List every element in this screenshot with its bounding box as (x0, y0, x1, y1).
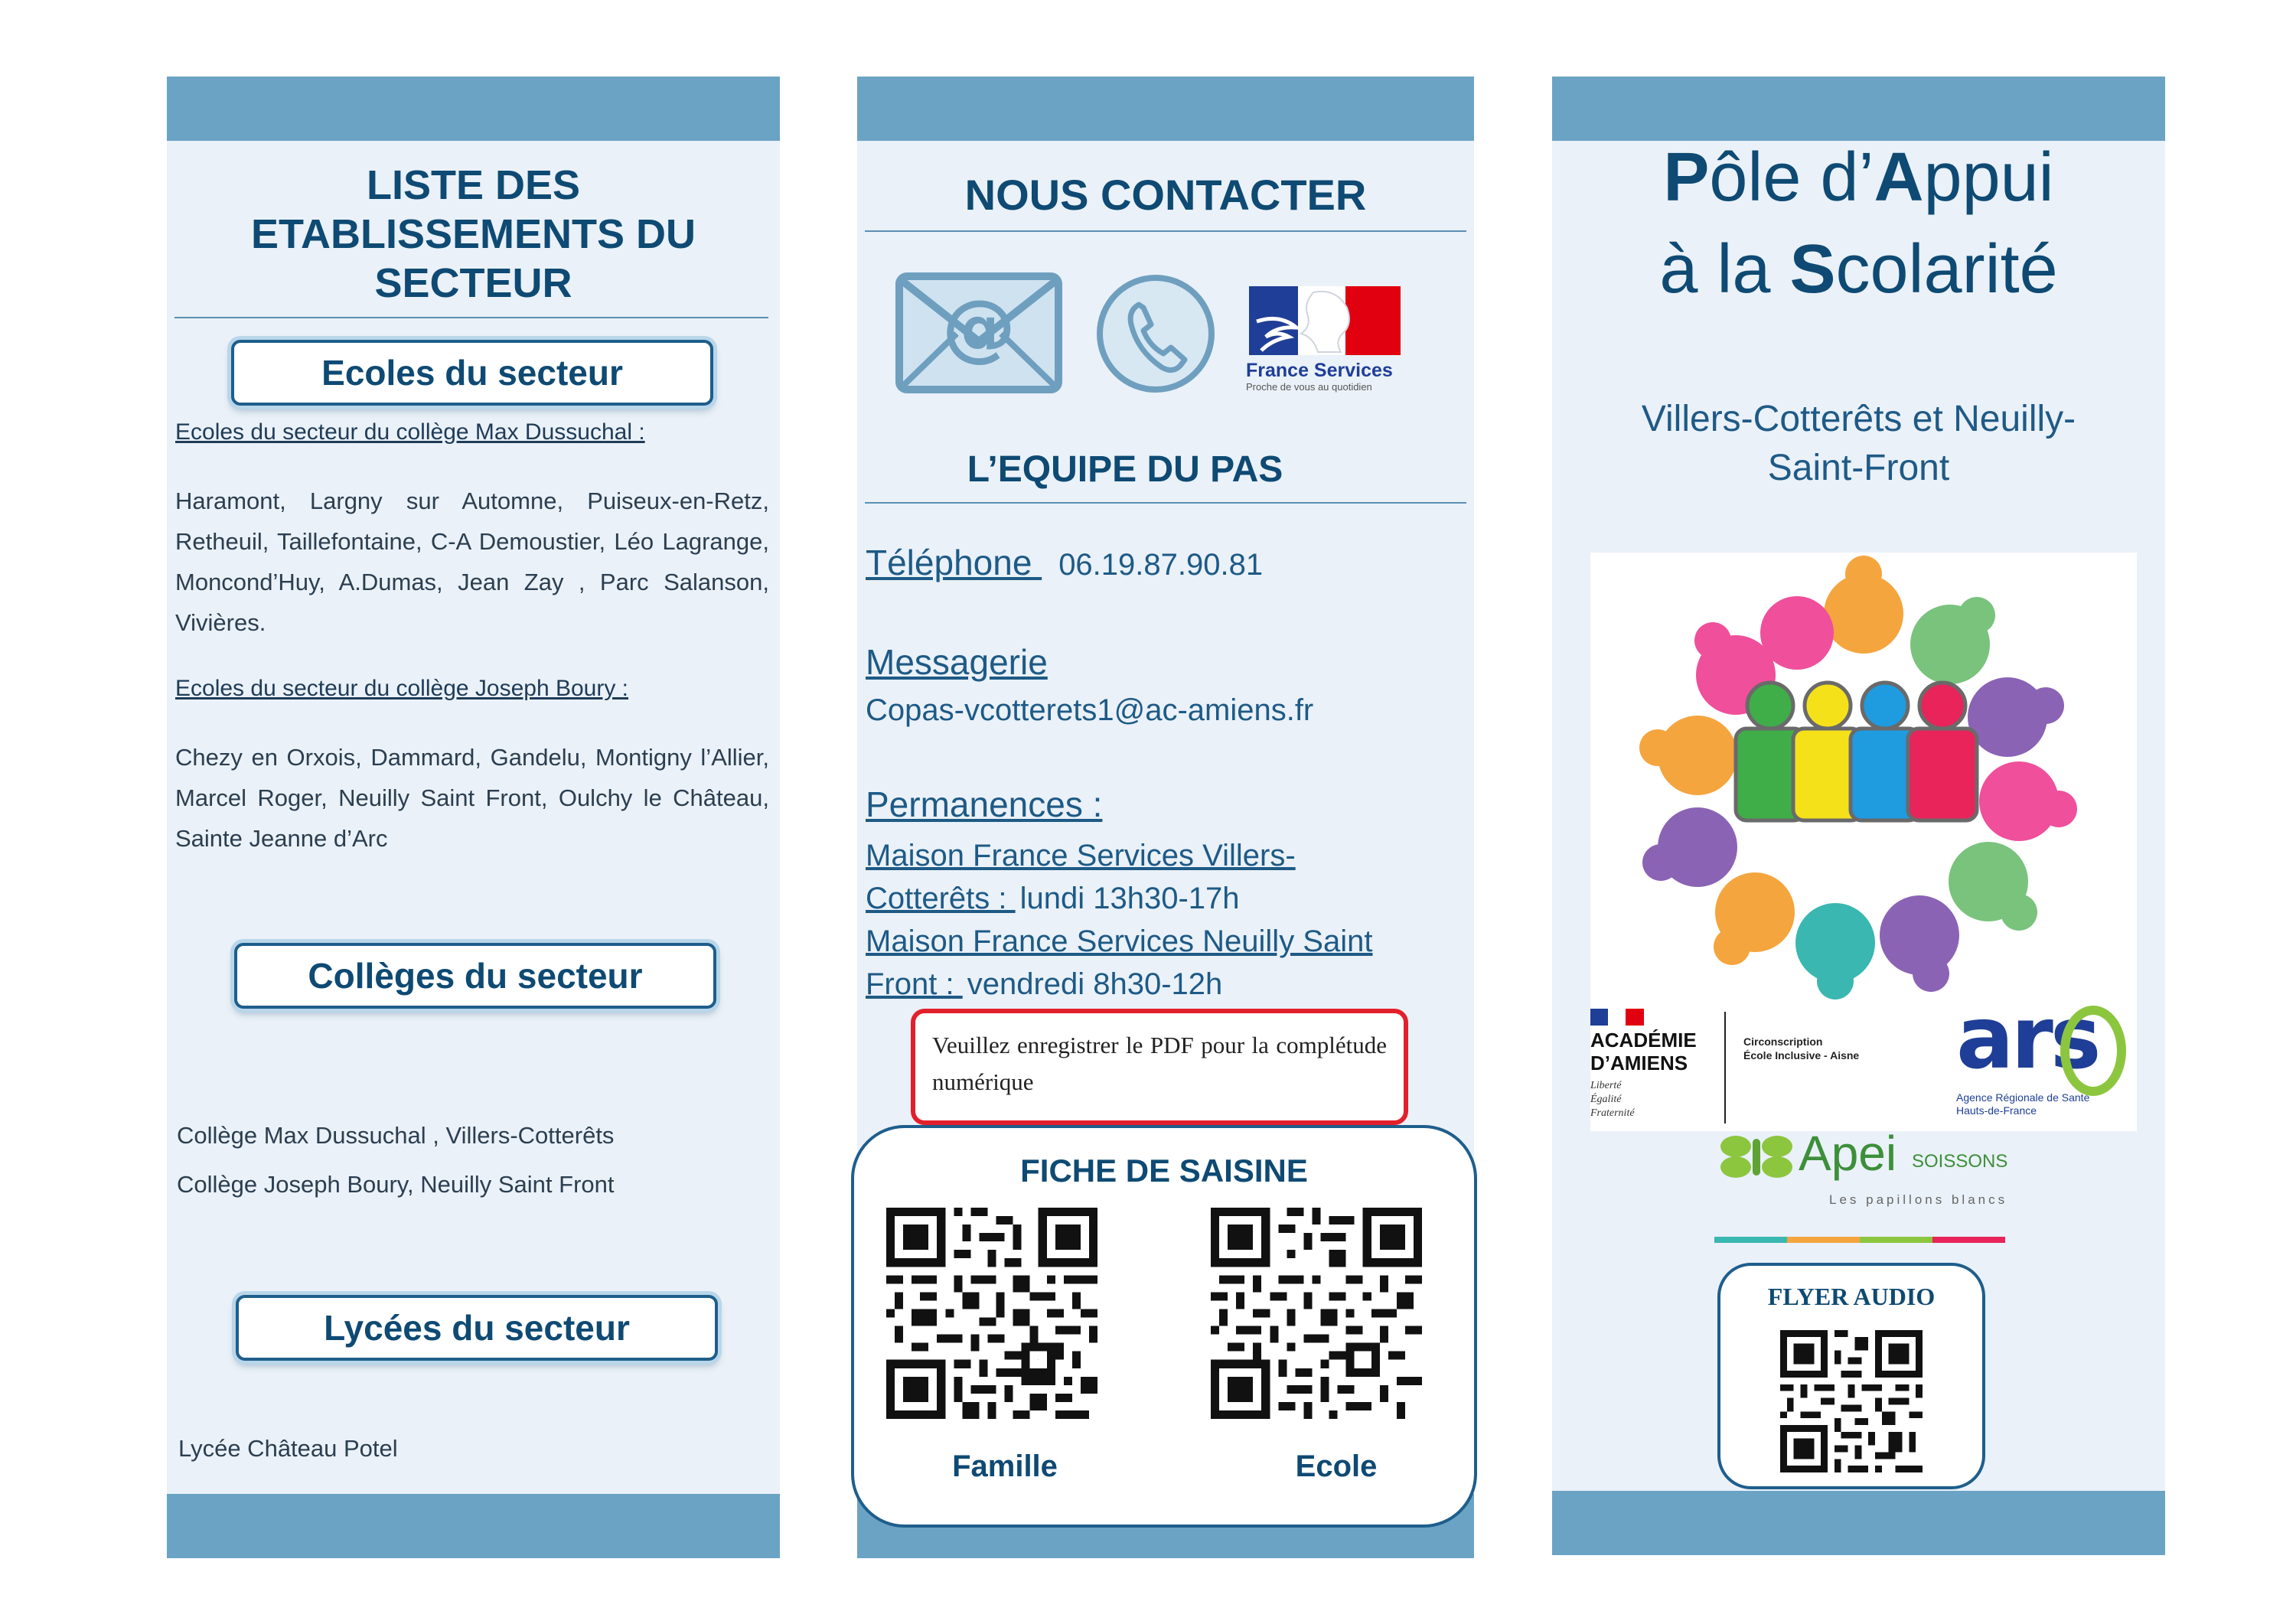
apei-city: SOISSONS (1912, 1151, 2008, 1172)
top-band (167, 77, 780, 141)
apei-logo (1714, 1125, 2013, 1247)
left-heading-line: ETABLISSEMENTS DU (250, 211, 696, 257)
colleges-button[interactable]: Collèges du secteur (234, 943, 716, 1009)
permanences-label: Permanences : (866, 784, 1103, 824)
permanence-villers-line: Maison France Services Villers- (866, 839, 1296, 872)
motto-line: Égalité (1590, 1094, 1622, 1105)
page-title-line-2: à la Scolarité (1659, 231, 2058, 308)
mail-value[interactable]: Copas-vcotterets1@ac-amiens.fr (866, 693, 1314, 727)
ars-caption (1956, 1091, 2132, 1117)
motto-line: Fraternité (1590, 1107, 1635, 1119)
academie-amiens-logo (1590, 1009, 1720, 1120)
contact-heading: NOUS CONTACTER (964, 171, 1367, 219)
bottom-band (1552, 1491, 2165, 1555)
qr-code-famille[interactable] (886, 1208, 1097, 1419)
puzzle-people-illustration (1590, 553, 2137, 1004)
apei-name: Apei (1799, 1126, 1897, 1181)
college-item: Collège Joseph Boury, Neuilly Saint Front (177, 1171, 615, 1198)
butterfly-mark (1714, 1125, 1799, 1186)
france-services-name: France Services (1246, 360, 1393, 381)
mail-label: Messagerie (866, 642, 1048, 682)
flag-mark (1590, 1009, 1644, 1026)
left-heading-rule (174, 317, 768, 318)
bottom-band (167, 1494, 780, 1558)
permanence-neuilly[interactable] (866, 920, 1478, 1006)
apei-tagline: Les papillons blancs (1829, 1192, 2008, 1207)
team-heading: L’EQUIPE DU PAS (967, 449, 1283, 490)
phone-row (866, 542, 1263, 583)
phone-value[interactable]: 06.19.87.90.81 (1058, 548, 1264, 582)
ars-s-mark (2060, 1006, 2126, 1096)
ars-logo (1956, 989, 2132, 1117)
qr-label-famille: Famille (952, 1450, 1058, 1483)
joseph-boury-schools-link[interactable]: Ecoles du secteur du collège Joseph Boury : (175, 676, 629, 701)
logo-card (1590, 553, 2137, 1131)
save-pdf-notice: Veuillez enregistrer le PDF pour la complétude numérique (911, 1009, 1408, 1125)
joseph-boury-schools-list: Chezy en Orxois, Dammard, Gandelu, Montigny l’Allier, Marcel Roger, Neuilly Saint Front, Oulchy le Château, Sainte Jeanne d’Arc (175, 744, 769, 852)
flyer-audio-box (1717, 1263, 1985, 1489)
ecoles-button[interactable]: Ecoles du secteur (231, 340, 713, 406)
lycee-item: Lycée Château Potel (178, 1435, 398, 1462)
academie-motto (1590, 1079, 1720, 1120)
left-heading-line: SECTEUR (374, 260, 572, 306)
circonscription-line: École Inclusive - Aisne (1743, 1049, 1860, 1061)
college-item: Collège Max Dussuchal , Villers-Cotterêts (177, 1122, 615, 1149)
flyer-audio-title: FLYER AUDIO (1767, 1283, 1936, 1310)
lycees-button[interactable]: Lycées du secteur (236, 1295, 718, 1361)
fiche-title: FICHE DE SAISINE (1020, 1153, 1308, 1189)
svg-text:@: @ (942, 284, 1016, 370)
ars-line: Hauts-de-France (1956, 1104, 2037, 1117)
qr-label-ecole: Ecole (1295, 1450, 1378, 1483)
phone-icon[interactable] (1094, 272, 1217, 395)
circonscription-label (1743, 1035, 1859, 1062)
page-subtitle-line: Saint-Front (1767, 448, 1950, 488)
apei-color-strip (1714, 1237, 2005, 1243)
email-icon[interactable] (895, 272, 1062, 393)
page-subtitle (1552, 395, 2165, 493)
phone-label: Téléphone (866, 543, 1042, 582)
qr-code-famille-graphic (886, 1208, 1097, 1419)
top-band (857, 77, 1474, 141)
page-title (1552, 132, 2165, 315)
qr-code-audio[interactable] (1780, 1330, 1923, 1472)
france-services-logo (1246, 285, 1404, 392)
qr-code-audio-graphic (1780, 1330, 1923, 1472)
left-heading (167, 161, 780, 308)
ars-wordmark: ars (1956, 989, 2099, 1088)
four-figures (1736, 683, 1977, 820)
fiche-saisine-box (851, 1125, 1477, 1528)
permanence-neuilly-line: Maison France Services Neuilly Saint (866, 925, 1373, 958)
permanence-neuilly-schedule: Front : vendredi 8h30-12h (866, 967, 1223, 1001)
logo-divider (1724, 1012, 1726, 1123)
motto-line: Liberté (1590, 1080, 1622, 1091)
permanence-villers-schedule: Cotterêts : lundi 13h30-17h (866, 882, 1240, 915)
qr-code-ecole-graphic (1211, 1208, 1422, 1419)
max-dussuchal-schools-list: Haramont, Largny sur Automne, Puiseux-en-Retz, Retheuil, Taillefontaine, C-A Demoustier, Léo Lagrange, Moncond’Huy, A.Dumas, Jean Zay , Parc Salanson, Vivières. (175, 488, 769, 636)
left-heading-line: LISTE DES (366, 162, 581, 208)
ars-line: Agence Régionale de Santé (1956, 1091, 2090, 1104)
academie-name: ACADÉMIE D’AMIENS (1590, 1029, 1697, 1075)
circonscription-line: Circonscription (1743, 1035, 1823, 1048)
page-subtitle-line: Villers-Cotterêts et Neuilly- (1641, 399, 2076, 439)
qr-code-ecole[interactable] (1211, 1208, 1422, 1419)
max-dussuchal-schools-link[interactable]: Ecoles du secteur du collège Max Dussuchal : (175, 419, 645, 445)
team-heading-rule (865, 502, 1466, 504)
page-title-line-1: Pôle d’Appui (1663, 139, 2054, 216)
permanence-villers[interactable] (866, 834, 1478, 920)
contact-heading-rule (865, 230, 1466, 232)
france-services-tagline: Proche de vous au quotidien (1246, 381, 1372, 393)
